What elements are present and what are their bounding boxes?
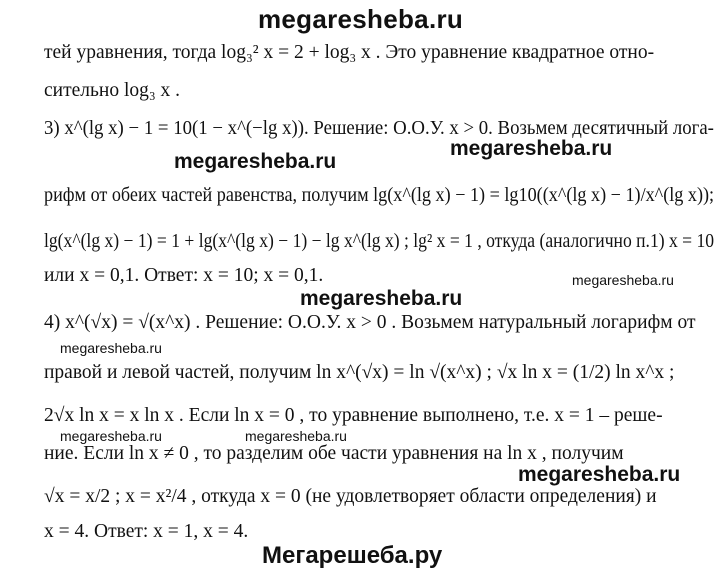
text-line-5: lg(x^(lg x) − 1) = 1 + lg(x^(lg x) − 1) − lg x^(lg x) ; lg² x = 1 , откуда (аналогично п.1) x = 10 xyxy=(44,231,715,252)
text-line-9: 2√x ln x = x ln x . Если ln x = 0 , то уравнение выполнено, т.е. x = 1 – реше- xyxy=(44,405,663,426)
text-line-12: x = 4. Ответ: x = 1, x = 4. xyxy=(44,521,249,542)
text-line-2: сительно log₃ x . xyxy=(44,80,181,101)
watermark-7: megaresheba.ru xyxy=(245,428,347,444)
footer-site: Мегарешеба.ру xyxy=(262,542,443,569)
text-line-1: тей уравнения, тогда log₃² x = 2 + log₃ x . Это уравнение квадратное отно- xyxy=(44,42,655,63)
text-line-8: правой и левой частей, получим ln x^(√x) = ln √(x^x) ; √x ln x = (1/2) ln x^x ; xyxy=(44,362,675,383)
watermark-1: megaresheba.ru xyxy=(174,150,337,173)
watermark-2: megaresheba.ru xyxy=(450,137,613,160)
text-line-11: √x = x/2 ; x = x²/4 , откуда x = 0 (не удовлетворяет области определения) и xyxy=(44,486,657,507)
watermark-5: megaresheba.ru xyxy=(60,340,162,356)
text-line-7: 4) x^(√x) = √(x^x) . Решение: О.О.У. x > 0 . Возьмем натуральный логарифм от xyxy=(44,312,696,333)
watermark-4: megaresheba.ru xyxy=(300,287,463,310)
text-line-4: рифм от обеих частей равенства, получим lg(x^(lg x) − 1) = lg10((x^(lg x) − 1)/x^(lg x)); xyxy=(44,185,715,206)
watermark-3: megaresheba.ru xyxy=(572,272,674,288)
watermark-6: megaresheba.ru xyxy=(60,428,162,444)
watermark-8: megaresheba.ru xyxy=(518,463,681,486)
text-line-6: или x = 0,1. Ответ: x = 10; x = 0,1. xyxy=(44,265,324,286)
text-line-3: 3) x^(lg x) − 1 = 10(1 − x^(−lg x)). Решение: О.О.У. x > 0. Возьмем десятичный лога- xyxy=(44,118,714,139)
header-site: megaresheba.ru xyxy=(258,4,464,34)
text-line-10: ние. Если ln x ≠ 0 , то разделим обе части уравнения на ln x , получим xyxy=(44,443,624,464)
